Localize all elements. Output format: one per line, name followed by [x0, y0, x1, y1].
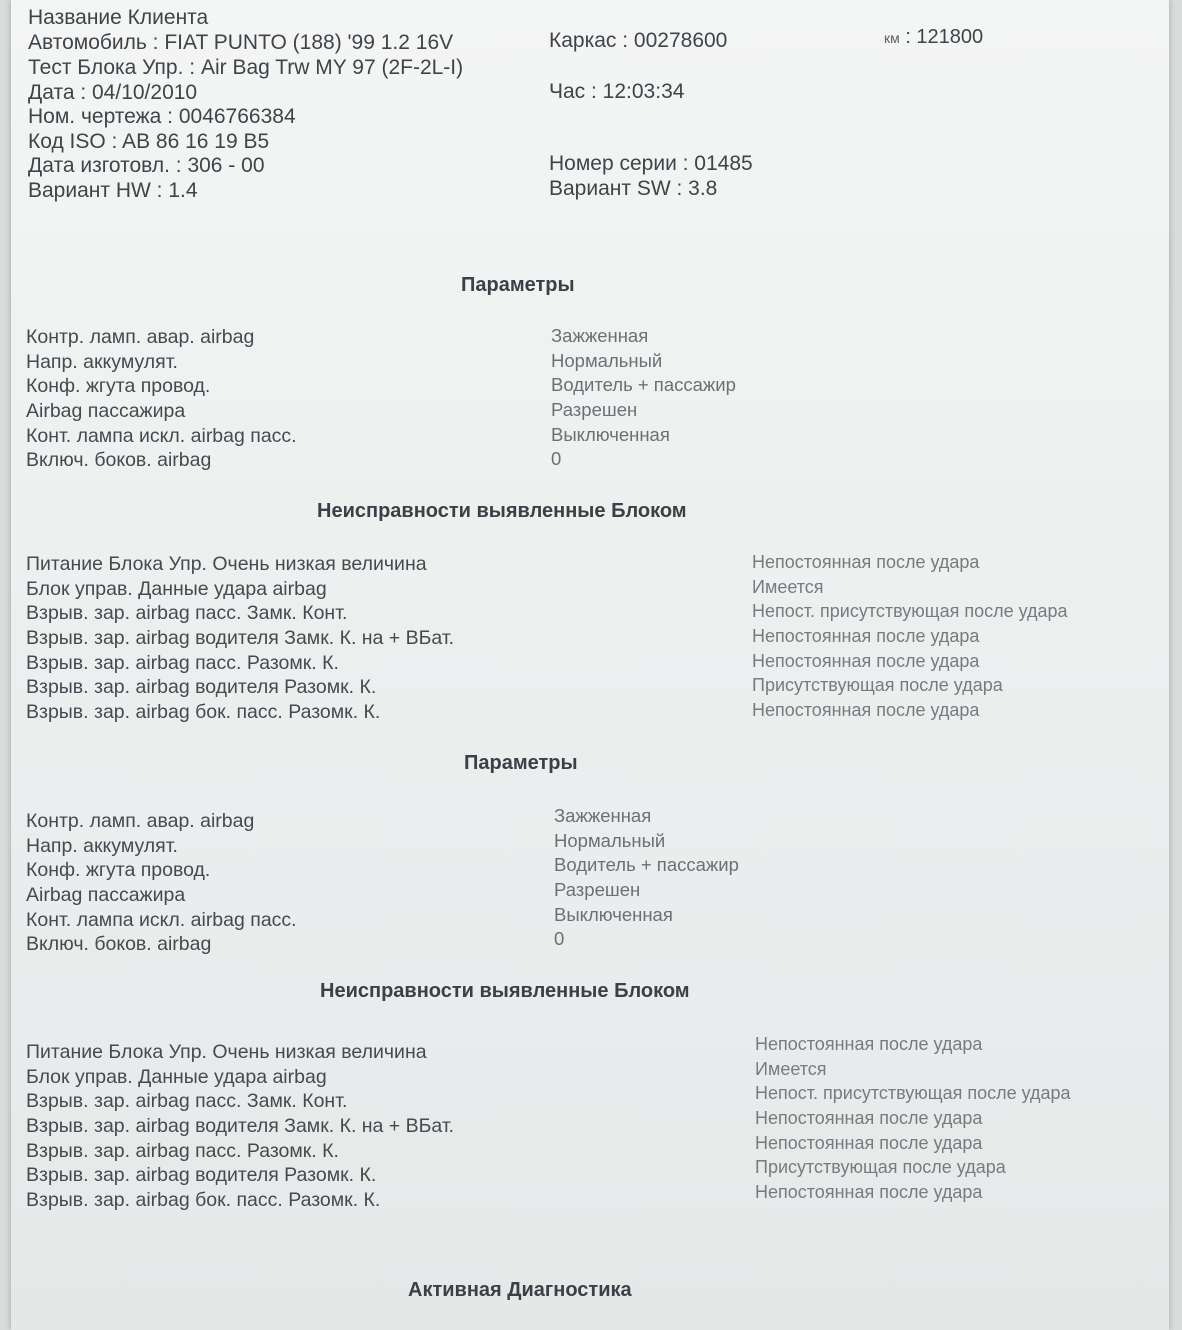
client-name-label: Название Клиента — [28, 6, 209, 29]
hw-version-line: Вариант HW : 1.4 — [28, 179, 198, 202]
fault-status: Непостоянная после удара — [755, 1182, 983, 1203]
fault-label: Питание Блока Упр. Очень низкая величина — [26, 553, 427, 575]
param-value: Разрешен — [551, 399, 638, 421]
param-label: Контр. ламп. авар. airbag — [26, 810, 255, 832]
serial-number-line: Номер серии : 01485 — [549, 152, 753, 175]
param-value: Нормальный — [551, 349, 663, 371]
fault-label: Взрыв. зар. airbag бок. пасс. Разомк. К. — [26, 701, 381, 724]
fault-label: Блок управ. Данные удара airbag — [26, 1065, 327, 1088]
fault-label: Питание Блока Упр. Очень низкая величина — [26, 1041, 427, 1063]
param-label: Конф. жгута провод. — [26, 859, 211, 882]
param-label: Напр. аккумулят. — [26, 350, 178, 373]
fault-status: Непостоянная после удара — [752, 700, 980, 721]
fault-status: Непост. присутствующая после удара — [755, 1083, 1071, 1104]
fault-status: Присутствующая после удара — [752, 675, 1003, 696]
param-value: Водитель + пассажир — [554, 854, 739, 876]
sw-version-line: Вариант SW : 3.8 — [549, 177, 718, 200]
param-label: Включ. боков. airbag — [26, 449, 212, 472]
fault-label: Взрыв. зар. airbag пасс. Замк. Конт. — [26, 1090, 348, 1113]
printed-report-sheet — [11, 0, 1169, 1330]
param-label: Конт. лампа искл. airbag пасс. — [26, 424, 297, 447]
parameters-values — [551, 324, 736, 472]
fault-label: Взрыв. зар. airbag пасс. Разомк. К. — [26, 1139, 339, 1162]
fault-status: Непостоянная после удара — [752, 552, 980, 572]
section-heading-faults: Неисправности выявленные Блоком — [320, 980, 690, 1002]
parameters-labels — [26, 325, 297, 473]
fault-status: Непостоянная после удара — [755, 1108, 983, 1129]
fault-status: Имеется — [752, 576, 824, 597]
fault-status: Непостоянная после удара — [755, 1132, 983, 1153]
mileage-line — [884, 25, 983, 50]
parameters-values — [554, 804, 739, 952]
fault-label: Взрыв. зар. airbag пасс. Разомк. К. — [26, 651, 339, 674]
param-label: Airbag пассажира — [26, 400, 186, 423]
fault-label: Взрыв. зар. airbag водителя Замк. К. на + ВБат. — [26, 627, 455, 650]
param-label: Airbag пассажира — [26, 884, 186, 907]
manufacture-date-line: Дата изготовл. : 306 - 00 — [28, 154, 265, 177]
section-heading-faults: Неисправности выявленные Блоком — [317, 500, 687, 522]
fault-label: Взрыв. зар. airbag бок. пасс. Разомк. К. — [26, 1189, 381, 1212]
parameters-labels — [26, 809, 297, 957]
drawing-number-line: Ном. чертежа : 0046766384 — [28, 105, 296, 128]
param-value: Выключенная — [551, 423, 670, 445]
fault-label: Взрыв. зар. airbag водителя Разомк. К. — [26, 676, 377, 699]
fault-status: Присутствующая после удара — [755, 1157, 1006, 1178]
param-value: 0 — [551, 448, 562, 470]
fault-label: Взрыв. зар. airbag водителя Разомк. К. — [26, 1164, 377, 1187]
section-heading-parameters: Параметры — [461, 274, 575, 296]
param-value: 0 — [554, 928, 565, 950]
mileage-label: км — [884, 30, 900, 46]
section-heading-active-diagnostics: Активная Диагностика — [408, 1279, 632, 1301]
frame-number-line: Каркас : 00278600 — [549, 29, 728, 52]
param-value: Нормальный — [554, 829, 666, 851]
param-value: Водитель + пассажир — [551, 374, 736, 396]
param-label: Напр. аккумулят. — [26, 834, 178, 857]
fault-status: Непостоянная после удара — [752, 650, 980, 671]
control-unit-test-line: Тест Блока Упр. : Air Bag Trw MY 97 (2F-2L-I) — [28, 56, 464, 79]
faults-statuses — [752, 550, 1068, 723]
iso-code-line: Код ISO : AB 86 16 19 B5 — [28, 130, 270, 153]
mileage-value: : 121800 — [905, 26, 984, 48]
param-value: Зажженная — [551, 325, 649, 346]
fault-status: Непост. присутствующая после удара — [752, 601, 1068, 622]
faults-statuses — [755, 1032, 1071, 1205]
time-line: Час : 12:03:34 — [549, 80, 685, 103]
section-heading-parameters: Параметры — [464, 752, 578, 774]
param-label: Конт. лампа искл. airbag пасс. — [26, 908, 297, 931]
param-label: Контр. ламп. авар. airbag — [26, 326, 255, 348]
fault-label: Взрыв. зар. airbag водителя Замк. К. на + ВБат. — [26, 1115, 455, 1138]
fault-status: Имеется — [755, 1058, 827, 1079]
param-label: Включ. боков. airbag — [26, 933, 212, 956]
fault-label: Блок управ. Данные удара airbag — [26, 577, 327, 600]
faults-labels — [26, 1040, 454, 1213]
param-value: Выключенная — [554, 903, 673, 925]
date-line: Дата : 04/10/2010 — [28, 81, 198, 104]
faults-labels — [26, 552, 454, 725]
param-label: Конф. жгута провод. — [26, 375, 211, 398]
param-value: Разрешен — [554, 879, 641, 901]
fault-label: Взрыв. зар. airbag пасс. Замк. Конт. — [26, 602, 348, 625]
fault-status: Непостоянная после удара — [755, 1034, 983, 1054]
car-model-line: Автомобиль : FIAT PUNTO (188) '99 1.2 16V — [28, 31, 454, 54]
param-value: Зажженная — [554, 805, 652, 826]
fault-status: Непостоянная после удара — [752, 626, 980, 647]
